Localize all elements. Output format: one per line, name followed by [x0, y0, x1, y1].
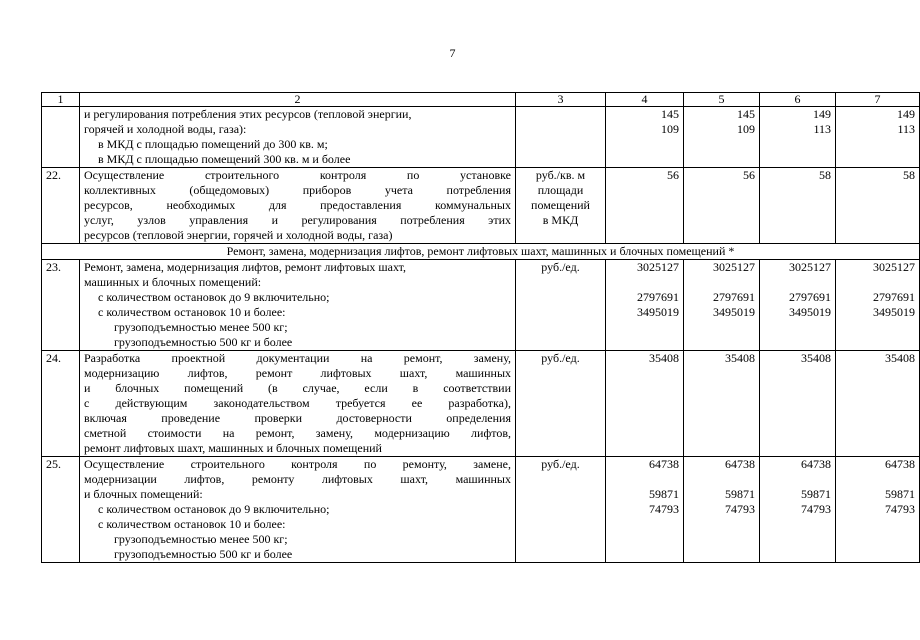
header-cell: 5 [684, 93, 760, 107]
row-number [42, 107, 80, 168]
description-line: и блочных помещений (в случае, если в соответствии [84, 381, 511, 395]
description-line: ремонт лифтовых шахт, машинных и блочных помещений [84, 441, 382, 455]
row-number: 25. [42, 457, 80, 563]
description-line: модернизацию лифтов, ремонт лифтовых шахт, машинных [84, 366, 511, 380]
sub-item-label: с количеством остановок до 9 включительно; [98, 290, 330, 304]
description-line: ресурсов (тепловой энергии, горячей и холодной воды, газа) [84, 228, 393, 242]
value-cell: 3025127 2797691 3495019 [684, 260, 760, 351]
description-line: Разработка проектной документации на ремонт, замену, [84, 351, 511, 365]
row-description [80, 457, 516, 563]
sub-item-label: в МКД с площадью помещений 300 кв. м и более [98, 152, 351, 166]
table-row [42, 107, 920, 168]
value-cell: 3025127 2797691 3495019 [836, 260, 920, 351]
value-cell: 145 109 [606, 107, 684, 168]
value-cell: 35408 [836, 351, 920, 457]
unit-cell: руб./ед. [516, 351, 606, 457]
sub-item-label: грузоподъемностью 500 кг и более [114, 547, 293, 561]
unit-cell: руб./ед. [516, 457, 606, 563]
value-cell: 35408 [760, 351, 836, 457]
description-line: и регулирования потребления этих ресурсов (тепловой энергии, [84, 107, 412, 121]
row-description [80, 107, 516, 168]
header-cell: 2 [80, 93, 516, 107]
unit-cell [516, 107, 606, 168]
tariff-table [41, 92, 920, 563]
value-cell: 56 [684, 168, 760, 244]
description-line: с действующим законодательством требуется ее разработка), [84, 396, 511, 410]
description-line: Осуществление строительного контроля по установке [84, 168, 511, 182]
header-row [42, 93, 920, 107]
row-number: 22. [42, 168, 80, 244]
description-line: и блочных помещений: [84, 487, 203, 501]
description-line: включая проведение проверки достоверности определения [84, 411, 511, 425]
description-line: горячей и холодной воды, газа): [84, 122, 247, 136]
row-number: 23. [42, 260, 80, 351]
sub-item-label: грузоподъемностью 500 кг и более [114, 335, 293, 349]
value-cell: 149 113 [836, 107, 920, 168]
page-number: 7 [449, 46, 456, 60]
sub-item-label: с количеством остановок до 9 включительно; [98, 502, 330, 516]
description-line: коллективных (общедомовых) приборов учета потребления [84, 183, 511, 197]
table-row [42, 168, 920, 244]
row-description [80, 260, 516, 351]
description-line: ресурсов, необходимых для предоставления коммунальных [84, 198, 511, 212]
section-header-row [42, 244, 920, 260]
value-cell: 35408 [606, 351, 684, 457]
value-cell: 3025127 2797691 3495019 [760, 260, 836, 351]
description-line: Осуществление строительного контроля по ремонту, замене, [84, 457, 511, 471]
table-row [42, 457, 920, 563]
sub-item-label: с количеством остановок 10 и более: [98, 305, 286, 319]
sub-item-label: в МКД с площадью помещений до 300 кв. м; [98, 137, 328, 151]
header-cell: 4 [606, 93, 684, 107]
header-cell: 1 [42, 93, 80, 107]
table-row [42, 351, 920, 457]
unit-cell: руб./кв. м площади помещений в МКД [516, 168, 606, 244]
value-cell: 35408 [684, 351, 760, 457]
value-cell: 58 [760, 168, 836, 244]
description-line: Ремонт, замена, модернизация лифтов, ремонт лифтовых шахт, [84, 260, 407, 274]
value-cell: 56 [606, 168, 684, 244]
value-cell: 64738 59871 74793 [684, 457, 760, 563]
description-line: машинных и блочных помещений: [84, 275, 262, 289]
sub-item-label: грузоподъемностью менее 500 кг; [114, 532, 288, 546]
row-number: 24. [42, 351, 80, 457]
description-line: сметной стоимости на ремонт, замену, модернизацию лифтов, [84, 426, 511, 440]
value-cell: 3025127 2797691 3495019 [606, 260, 684, 351]
value-cell: 145 109 [684, 107, 760, 168]
table-row [42, 260, 920, 351]
value-cell: 64738 59871 74793 [836, 457, 920, 563]
header-cell: 6 [760, 93, 836, 107]
value-cell: 64738 59871 74793 [760, 457, 836, 563]
section-title: Ремонт, замена, модернизация лифтов, ремонт лифтовых шахт, машинных и блочных помещений * [42, 244, 920, 260]
value-cell: 58 [836, 168, 920, 244]
unit-cell: руб./ед. [516, 260, 606, 351]
value-cell: 64738 59871 74793 [606, 457, 684, 563]
row-description [80, 168, 516, 244]
row-description [80, 351, 516, 457]
sub-item-label: с количеством остановок 10 и более: [98, 517, 286, 531]
description-line: услуг, узлов управления и регулирования потребления этих [84, 213, 511, 227]
header-cell: 3 [516, 93, 606, 107]
header-cell: 7 [836, 93, 920, 107]
value-cell: 149 113 [760, 107, 836, 168]
sub-item-label: грузоподъемностью менее 500 кг; [114, 320, 288, 334]
description-line: модернизации лифтов, ремонту лифтовых шахт, машинных [84, 472, 511, 486]
